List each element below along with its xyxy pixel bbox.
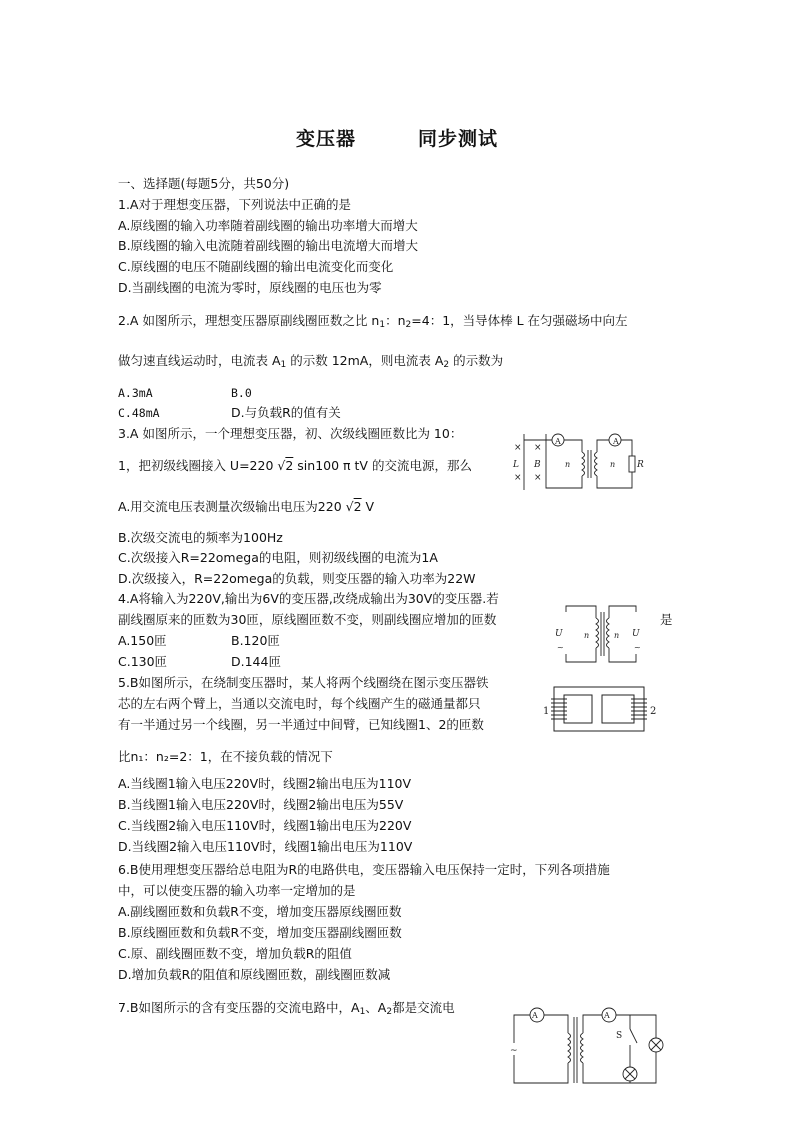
q2-option-c: C.48mA (118, 406, 160, 420)
title-left: 变压器 (295, 128, 356, 150)
q5-option-a: A.当线圈1输入电压220V时，线圈2输出电压为110V (118, 776, 412, 791)
q4-transformer-figure (552, 600, 652, 670)
q3-fig-A2: A (613, 437, 619, 446)
q3-stem-line1: 3.A 如图所示，一个理想变压器，初、次级线圈匝数比为 10： (118, 426, 463, 441)
q3-option-c: C.次级接入R=22omega的电阻，则初级线圈的电流为1A (118, 550, 438, 565)
q1-option-a: A.原线圈的输入功率随着副线圈的输出功率增大而增大 (118, 218, 418, 233)
q4-stem-line2: 副线圈原来的匝数为30匝，原线圈匝数不变，则副线圈应增加的匝数 (118, 612, 497, 627)
q3-fig-R: R (637, 460, 644, 470)
svg-text:~: ~ (510, 1046, 518, 1056)
q2-stem-line1: 2.A 如图所示，理想变压器原副线圈匝数之比 $n_1$：$n_2=4$：1，当导体棒 L 在匀强磁场中向左 (118, 313, 628, 330)
q1-option-c: C.原线圈的电压不随副线圈的输出电流变化而变化 (118, 259, 394, 274)
q2-option-a: A.3mA (118, 386, 153, 400)
q3-fig-L: L (513, 460, 519, 470)
q7-circuit-figure (506, 1003, 672, 1093)
q6-option-d: D.增加负载R的阻值和原线圈匝数，副线圈匝数减 (118, 967, 391, 982)
q5-stem-line1: 5.B如图所示，在绕制变压器时，某人将两个线圈绕在图示变压器铁 (118, 675, 489, 690)
q3-fig-A1: A (555, 437, 561, 446)
q7-stem: 7.B如图所示的含有变压器的交流电路中，$A_1$、$A_2$都是交流电 (118, 1000, 455, 1017)
q5-stem-line3: 有一半通过另一个线圈，另一半通过中间臂，已知线圈1、2的匝数 (118, 717, 484, 732)
title-right: 同步测试 (418, 128, 499, 150)
q3-fig-x2: × (534, 443, 542, 453)
q4-option-a: A.150匝 (118, 633, 167, 648)
q5-fig-coil1: 1 (543, 706, 550, 717)
q2-option-b: B.0 (231, 386, 252, 400)
q3-fig-x1: × (514, 443, 522, 453)
q7-fig-A2: A (604, 1011, 610, 1020)
q1-option-d: D.当副线圈的电流为零时，原线圈的电压也为零 (118, 280, 382, 295)
q4-fig-n2: n (614, 631, 620, 640)
q3-fig-B: B (534, 460, 541, 470)
q5-stem-line4: 比n₁：n₂=2：1，在不接负载的情况下 (118, 749, 333, 764)
svg-text:~: ~ (557, 643, 564, 652)
q1-stem: 1.A对于理想变压器，下列说法中正确的是 (118, 197, 351, 212)
q3-stem-line2: 1，把初级线圈接入 U=220 √2 sin100 π tV 的交流电源，那么 (118, 458, 472, 473)
q3-option-d: D.次级接入，R=22omega的负载，则变压器的输入功率为22W (118, 571, 476, 586)
q1-option-b: B.原线圈的输入电流随着副线圈的输出电流增大而增大 (118, 238, 419, 253)
q4-fig-n1: n (584, 631, 590, 640)
q4-option-c: C.130匝 (118, 654, 168, 669)
svg-text:~: ~ (634, 643, 641, 652)
q4-stem-tail: 是 (660, 612, 673, 627)
section-heading: 一、选择题(每题5分，共50分) (118, 176, 290, 191)
q5-fig-coil2: 2 (650, 706, 657, 717)
q4-fig-U2: U (632, 629, 640, 639)
q5-option-d: D.当线圈2输入电压110V时，线圈1输出电压为110V (118, 839, 413, 854)
q4-fig-U1: U (555, 629, 563, 639)
q6-option-a: A.副线圈匝数和负载R不变，增加变压器原线圈匝数 (118, 904, 402, 919)
q3-fig-n2: n (610, 460, 616, 469)
q3-option-a: A.用交流电压表测量次级输出电压为220 √2 V (118, 499, 375, 514)
q7-fig-S: S (616, 1031, 623, 1041)
q3-circuit-figure (506, 430, 666, 498)
q3-fig-n1: n (565, 460, 571, 469)
q6-stem-line1: 6.B使用理想变压器给总电阻为R的电路供电，变压器输入电压保持一定时，下列各项措施 (118, 862, 610, 877)
q6-option-b: B.原线圈匝数和负载R不变，增加变压器副线圈匝数 (118, 925, 402, 940)
q5-option-b: B.当线圈1输入电压220V时，线圈2输出电压为55V (118, 797, 404, 812)
q6-option-c: C.原、副线圈匝数不变，增加负载R的阻值 (118, 946, 352, 961)
q2-option-d: D.与负载R的值有关 (231, 405, 341, 420)
q5-core-figure (538, 684, 664, 736)
q4-option-d: D.144匝 (231, 654, 281, 669)
q7-fig-A1: A (532, 1011, 538, 1020)
q3-fig-x4: × (534, 473, 542, 483)
q2-stem-line2: 做匀速直线运动时，电流表 $A_1$ 的示数 12mA，则电流表 $A_2$ 的示数为 (118, 353, 504, 370)
q3-option-b: B.次级交流电的频率为100Hz (118, 530, 283, 545)
q5-stem-line2: 芯的左右两个臂上，当通以交流电时，每个线圈产生的磁通量都只 (118, 696, 481, 711)
page-title (0, 124, 794, 151)
q3-fig-x3: × (514, 473, 522, 483)
q6-stem-line2: 中，可以使变压器的输入功率一定增加的是 (118, 883, 356, 898)
q4-stem-line1: 4.A将输入为220V,输出为6V的变压器,改绕成输出为30V的变压器.若 (118, 591, 499, 606)
q5-option-c: C.当线圈2输入电压110V时，线圈1输出电压为220V (118, 818, 412, 833)
q4-option-b: B.120匝 (231, 633, 280, 648)
